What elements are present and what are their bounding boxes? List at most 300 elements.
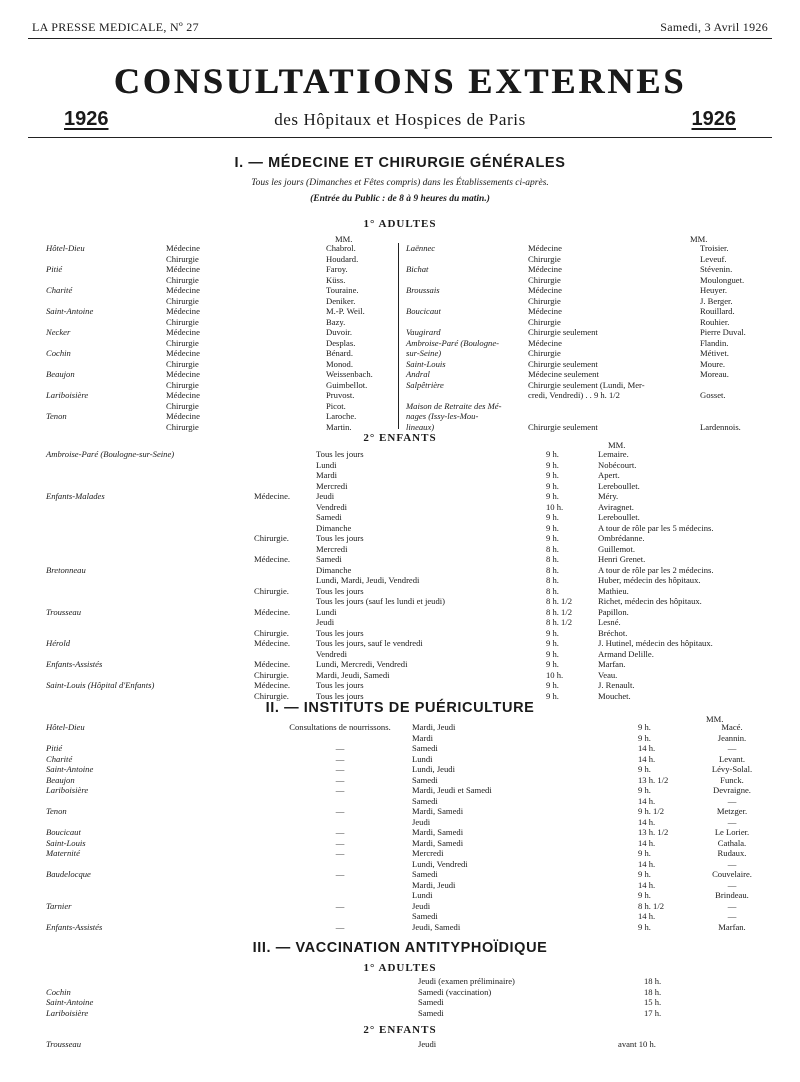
hospital-name: Hérold: [46, 638, 71, 648]
section-3-heading: III. — VACCINATION ANTITYPHOÏDIQUE: [252, 940, 548, 956]
doctor-name: Veau.: [598, 669, 618, 680]
hospital-name: Hôtel-Dieu: [46, 722, 85, 732]
service-name: [254, 523, 316, 534]
consultation-type: [268, 890, 412, 901]
vaccination-hour: 15 h.: [644, 997, 662, 1007]
consultation-days: Tous les jours: [316, 627, 364, 638]
hospital-name: Baudelocque: [46, 869, 91, 879]
table-row: [46, 512, 766, 523]
hospital-name: Trousseau: [46, 606, 82, 617]
service-name: Médecine: [166, 348, 200, 358]
hospital-name: [46, 422, 166, 433]
vaccination-adults-table: [46, 976, 686, 1018]
doctor-name: Lemaire.: [598, 449, 629, 459]
doctor-name: Lesné.: [598, 617, 621, 627]
consultation-hour: 10 h.: [546, 669, 564, 680]
service-name: Médecine: [166, 369, 200, 379]
hospital-name: Saint-Antoine: [46, 997, 94, 1007]
service-name: Médecine: [166, 327, 200, 337]
service-name: Chirurgie: [166, 400, 199, 411]
consultation-days: Tous les jours: [316, 690, 364, 701]
consultation-days: Dimanche: [316, 522, 352, 533]
doctor-name: Lereboullet.: [598, 512, 640, 522]
table-row: [46, 638, 766, 649]
hospital-name: [46, 911, 268, 922]
table-row: [46, 369, 392, 380]
consultation-hour: 14 h.: [638, 743, 656, 753]
service-name: Chirurgie.: [254, 669, 289, 680]
doctor-name: Küss.: [326, 274, 346, 285]
service-name: Médecine: [528, 243, 562, 253]
doctor-name: Weissenbach.: [326, 369, 373, 379]
table-row: [46, 544, 766, 555]
doctor-name: M.-P. Weil.: [326, 306, 365, 316]
hospital-name: [46, 254, 166, 265]
consultation-hour: 8 h.: [546, 554, 559, 564]
table-row: [406, 411, 766, 422]
hospital-name: Saint-Antoine: [46, 306, 94, 316]
hospital-name: [406, 254, 528, 265]
hospital-name: [46, 649, 254, 660]
consultation-days: Jeudi: [316, 617, 335, 627]
page-subtitle: des Hôpitaux et Hospices de Paris: [274, 110, 526, 129]
consultation-days: Mardi, Jeudi, Samedi: [316, 669, 390, 680]
vaccination-days: Samedi (vaccination): [418, 986, 492, 997]
service-name: [254, 575, 316, 586]
table-row: [46, 976, 686, 987]
table-row: [46, 880, 766, 891]
service-name: Médecine: [528, 285, 562, 295]
consultation-days: Samedi: [412, 774, 438, 785]
table-row: [46, 275, 392, 286]
doctor-name: Houdard.: [326, 253, 359, 264]
consultation-hour: 9 h.: [546, 449, 559, 459]
table-row: [46, 628, 766, 639]
doctor-name: Martin.: [326, 421, 352, 432]
table-row: [46, 659, 766, 670]
doctor-name: [700, 380, 766, 391]
table-row: [46, 327, 392, 338]
hospital-name: Maternité: [46, 848, 80, 858]
hospital-name: [46, 554, 254, 565]
hospital-name: [46, 890, 268, 901]
hospital-name: Cochin: [46, 986, 71, 997]
consultation-type: —: [335, 837, 345, 848]
table-row: [46, 649, 766, 660]
hospital-name: [406, 390, 528, 401]
doctor-name: Pierre Duval.: [700, 327, 746, 337]
consultation-days: Samedi: [412, 911, 438, 921]
service-name: Médecine: [166, 264, 200, 274]
table-row: [46, 359, 392, 370]
hospital-name: [406, 296, 528, 307]
table-row: [46, 785, 766, 796]
table-row: [46, 869, 766, 880]
table-row: [406, 254, 766, 265]
table-row: [46, 449, 766, 460]
consultation-hour: 14 h.: [638, 858, 656, 869]
hospital-name: Pitié: [46, 743, 63, 753]
vaccination-hour: 18 h.: [644, 976, 662, 986]
hospital-name: Lariboisière: [46, 785, 89, 795]
consultation-hour: 9 h.: [638, 732, 651, 743]
table-row: [46, 491, 766, 502]
service-name: Chirurgie: [528, 274, 561, 285]
consultation-days: Tous les jours: [316, 585, 364, 596]
doctor-name: —: [727, 900, 737, 911]
page-title: CONSULTATIONS EXTERNES: [113, 61, 687, 101]
consultation-type: —: [335, 806, 345, 816]
service-name: [254, 449, 316, 460]
vaccination-days: Jeudi (examen préliminaire): [418, 976, 515, 986]
hospital-name: Salpêtrière: [406, 379, 444, 390]
consultation-days: Samedi: [316, 554, 342, 564]
table-row: [46, 380, 392, 391]
hospital-name: Tenon: [46, 806, 67, 816]
doctor-name: Nobécourt.: [598, 459, 637, 470]
consultation-days: Lundi: [412, 753, 433, 764]
doctor-name: Macé.: [721, 722, 743, 732]
table-row: [46, 722, 766, 733]
adults-heading: 1° ADULTES: [363, 218, 437, 230]
doctor-name: Rudaux.: [717, 848, 747, 858]
table-row: [46, 911, 766, 922]
hospital-name: Bichat: [406, 264, 429, 274]
consultation-days: Lundi, Jeudi: [412, 764, 455, 774]
consultation-type: —: [335, 848, 345, 858]
doctor-name: [700, 401, 766, 412]
service-name: Médecine: [528, 264, 562, 274]
consultation-type: —: [335, 921, 345, 932]
consultation-hour: 9 h.: [546, 638, 559, 648]
hospital-name: [46, 817, 268, 828]
table-row: [46, 806, 766, 817]
service-name: [254, 649, 316, 660]
consultation-hour: 9 h.: [638, 722, 651, 732]
service-name: [528, 401, 700, 412]
hospital-name: [46, 317, 166, 328]
hospital-name: nages (Issy-les-Mou-: [406, 411, 479, 421]
service-name: Médecine: [166, 285, 200, 295]
consultation-hour: 9 h.: [546, 491, 559, 501]
table-row: [46, 607, 766, 618]
table-row: [46, 733, 766, 744]
hospital-name: Lariboisière: [46, 1007, 89, 1018]
service-name: Médecine.: [254, 606, 291, 617]
doctor-name: Huber, médecin des hôpitaux.: [598, 575, 701, 585]
consultation-days: Mardi, Samedi: [412, 806, 464, 816]
doctor-name: Couvelaire.: [712, 869, 752, 879]
doctor-name: J. Berger.: [700, 295, 733, 306]
hospital-name: [46, 338, 166, 349]
hospital-name: lineaux): [406, 421, 435, 432]
doctor-name: —: [727, 858, 737, 869]
service-name: Médecine.: [254, 680, 291, 690]
doctor-name: Marfan.: [718, 921, 746, 932]
table-row: [46, 796, 766, 807]
table-row: [46, 848, 766, 859]
table-row: [46, 764, 766, 775]
consultation-hour: 9 h.: [638, 764, 651, 774]
consultation-hour: 9 h.: [546, 648, 559, 659]
consultation-hour: 14 h.: [638, 816, 656, 827]
service-name: Médecine: [166, 411, 200, 421]
consultation-days: Mercredi: [316, 480, 348, 491]
doctor-name: —: [727, 816, 737, 827]
hospital-name: Cochin: [46, 348, 71, 358]
consultation-hour: 8 h. 1/2: [546, 596, 573, 606]
table-row: [46, 401, 392, 412]
doctor-name: —: [727, 743, 737, 753]
hospital-name: Enfants-Assistés: [46, 659, 103, 669]
doctor-name: Gosset.: [700, 390, 726, 400]
doctor-name: —: [727, 795, 737, 806]
consultation-type: —: [335, 869, 345, 879]
adults-table-right: [406, 243, 766, 432]
doctor-name: Stévenin.: [700, 264, 733, 274]
table-row: [46, 338, 392, 349]
hospital-name: Charité: [46, 285, 73, 295]
consultation-type: [268, 733, 412, 744]
service-name: Chirurgie: [528, 316, 561, 327]
consultation-type: [268, 859, 412, 870]
consultation-hour: 9 h.: [546, 522, 559, 533]
hospital-name: Beaujon: [46, 369, 75, 379]
consultation-days: Samedi: [412, 795, 438, 806]
table-row: [406, 380, 766, 391]
consultation-hour: 9 h.: [638, 869, 651, 879]
doctor-name: Henri Grenet.: [598, 554, 646, 564]
consultation-days: Lundi: [412, 890, 433, 900]
table-row: [46, 596, 766, 607]
doctor-name: Touraine.: [326, 285, 359, 295]
doctor-name: J. Renault.: [598, 680, 635, 690]
service-name: [254, 544, 316, 555]
hospital-name: Saint-Antoine: [46, 764, 94, 774]
adults-divider: [398, 243, 399, 429]
consultation-days: Tous les jours: [316, 449, 364, 459]
doctor-name: Bazy.: [326, 316, 346, 327]
table-row: [406, 285, 766, 296]
consultation-hour: 9 h.: [638, 890, 651, 900]
adults-table-left: [46, 243, 392, 432]
table-row: [46, 1008, 686, 1019]
doctor-name: Deniker.: [326, 295, 356, 306]
consultation-days: Jeudi: [412, 816, 431, 827]
consultation-hour: 8 h. 1/2: [638, 900, 665, 911]
hospital-name: [46, 575, 254, 586]
consultation-days: Dimanche: [316, 564, 352, 575]
doctor-name: Armand Delille.: [598, 648, 654, 659]
hospital-name: Necker: [46, 327, 71, 337]
consultation-days: Mardi: [316, 470, 338, 480]
consultation-days: Mercredi: [316, 543, 348, 554]
hospital-name: [406, 275, 528, 286]
issue-date: Samedi, 3 Avril 1926: [660, 20, 768, 34]
table-row: [406, 327, 766, 338]
service-name: Chirurgie: [528, 295, 561, 306]
service-name: Chirurgie seulement: [528, 421, 598, 432]
hospital-name: Saint-Louis: [46, 837, 86, 848]
consultation-hour: 14 h.: [638, 795, 656, 806]
mm-label-right: MM.: [690, 234, 708, 244]
table-row: [406, 422, 766, 433]
table-row: [46, 317, 392, 328]
table-row: [46, 743, 766, 754]
table-row: [406, 390, 766, 401]
doctor-name: A tour de rôle par les 5 médecins.: [598, 522, 714, 533]
children-heading: 2° ENFANTS: [363, 432, 437, 444]
service-name: [254, 596, 316, 607]
hospital-name: [406, 317, 528, 328]
doctor-name: Métivet.: [700, 348, 729, 358]
vaccination-days: Samedi: [418, 1007, 444, 1018]
doctor-name: Moulonguet.: [700, 274, 745, 285]
doctor-name: Lereboullet.: [598, 480, 640, 491]
hospital-name: [46, 275, 166, 286]
consultation-days: Lundi: [316, 459, 337, 470]
doctor-name: Papillon.: [598, 606, 629, 617]
vaccination-adults-heading: 1° ADULTES: [363, 962, 437, 974]
table-row: [46, 554, 766, 565]
vaccination-children-heading: 2° ENFANTS: [363, 1024, 437, 1036]
table-row: [46, 533, 766, 544]
consultation-days: Lundi, Vendredi: [412, 858, 468, 869]
hospital-name: Broussais: [406, 285, 440, 295]
consultation-hour: 9 h. 1/2: [638, 806, 665, 816]
consultation-hour: 9 h.: [546, 470, 559, 480]
doctor-name: Guillemot.: [598, 543, 635, 554]
service-name: Chirurgie seulement (Lundi, Mer-: [528, 379, 645, 390]
doctor-name: Méry.: [598, 491, 619, 501]
consultation-hour: 13 h. 1/2: [638, 827, 669, 837]
table-row: [406, 264, 766, 275]
doctor-name: Cathala.: [717, 837, 747, 848]
doctor-name: Chabrol.: [326, 243, 356, 253]
doctor-name: Bénard.: [326, 348, 353, 358]
service-name: [254, 617, 316, 628]
consultation-type: [268, 880, 412, 891]
consultation-type: —: [335, 900, 345, 911]
doctor-name: Pruvost.: [326, 390, 355, 400]
table-row: [46, 470, 766, 481]
consultation-hour: 9 h.: [638, 785, 651, 795]
consultation-days: Mardi, Jeudi et Samedi: [412, 785, 492, 795]
service-name: Chirurgie: [166, 295, 199, 306]
table-row: [46, 838, 766, 849]
consultation-hour: 14 h.: [638, 911, 656, 921]
vaccination-hour: 18 h.: [644, 986, 662, 997]
table-row: [46, 586, 766, 597]
hospital-name: Ambroise-Paré (Boulogne-sur-Seine): [46, 449, 175, 459]
consultation-hour: 13 h. 1/2: [638, 774, 669, 785]
doctor-name: Funck.: [720, 774, 744, 785]
consultation-days: Mercredi: [412, 848, 444, 858]
hospital-name: [46, 586, 254, 597]
hospital-name: [46, 460, 254, 471]
service-name: Médecine: [528, 337, 562, 348]
section-1-hours-note: (Entrée du Public : de 8 à 9 heures du matin.): [310, 194, 490, 204]
hospital-name: [46, 596, 254, 607]
hospital-name: Boucicaut: [46, 827, 81, 837]
consultation-hour: 8 h. 1/2: [546, 606, 573, 617]
table-row: [46, 817, 766, 828]
table-row: [46, 306, 392, 317]
consultation-days: Tous les jours (sauf les lundi et jeudi): [316, 596, 445, 606]
table-row: [406, 306, 766, 317]
hospital-name: Andral: [406, 369, 430, 379]
hospital-name: [46, 512, 254, 523]
consultation-days: Mardi, Samedi: [412, 837, 464, 848]
hospital-name: Pitié: [46, 264, 63, 274]
consultation-type: —: [335, 827, 345, 837]
table-row: [406, 317, 766, 328]
consultation-days: Lundi, Mercredi, Vendredi: [316, 659, 408, 669]
hospital-name: [46, 628, 254, 639]
doctor-name: Guimbellot.: [326, 379, 368, 390]
consultation-hour: 8 h.: [546, 564, 559, 575]
doctor-name: Duvoir.: [326, 327, 353, 337]
consultation-days: Mardi, Jeudi: [412, 722, 456, 732]
doctor-name: Heuyer.: [700, 285, 727, 295]
doctor-name: —: [727, 879, 737, 890]
service-name: Médecine.: [254, 554, 291, 564]
consultation-hour: 8 h.: [546, 575, 559, 585]
service-name: Chirurgie.: [254, 690, 289, 701]
children-table: [46, 449, 766, 701]
table-row: [46, 859, 766, 870]
service-name: Chirurgie.: [254, 585, 289, 596]
consultation-type: —: [335, 743, 345, 753]
mm-label-children: MM.: [608, 440, 626, 450]
doctor-name: Lardennois.: [700, 421, 741, 432]
section-1-heading: I. — MÉDECINE ET CHIRURGIE GÉNÉRALES: [234, 155, 566, 171]
hospital-name: [46, 796, 268, 807]
hospital-name: Tenon: [46, 411, 67, 421]
journal-title: LA PRESSE MEDICALE, Nº 27: [32, 20, 199, 34]
consultation-hour: 14 h.: [638, 879, 656, 890]
hospital-name: Charité: [46, 753, 73, 764]
hospital-name: Maison de Retraite des Mé-: [406, 400, 502, 411]
hospital-name: Saint-Louis: [406, 358, 446, 369]
hospital-name: Lariboisière: [46, 390, 89, 400]
table-row: [406, 401, 766, 412]
consultation-type: —: [335, 753, 345, 764]
doctor-name: A tour de rôle par les 2 médecins.: [598, 564, 714, 575]
consultation-days: Jeudi, Samedi: [412, 921, 461, 932]
consultation-days: Mardi, Samedi: [412, 827, 464, 837]
table-row: [46, 987, 686, 998]
mm-label-left: MM.: [335, 234, 353, 244]
consultation-type: —: [335, 785, 345, 795]
header-rule: [28, 38, 772, 39]
service-name: Chirurgie: [166, 337, 199, 348]
service-name: Chirurgie: [528, 253, 561, 264]
table-row: [46, 243, 392, 254]
doctor-name: Faroy.: [326, 264, 348, 274]
doctor-name: Le Lorier.: [714, 827, 750, 837]
hospital-name: [46, 544, 254, 555]
doctor-name: Devraigne.: [713, 785, 751, 795]
consultation-hour: 9 h.: [546, 480, 559, 491]
doctor-name: Laroche.: [326, 411, 357, 421]
table-row: [46, 754, 766, 765]
service-name: Médecine seulement: [528, 369, 599, 379]
table-row: [406, 296, 766, 307]
consultation-hour: 9 h.: [546, 459, 559, 470]
hospital-name: [46, 859, 268, 870]
consultation-days: Jeudi: [316, 491, 335, 501]
